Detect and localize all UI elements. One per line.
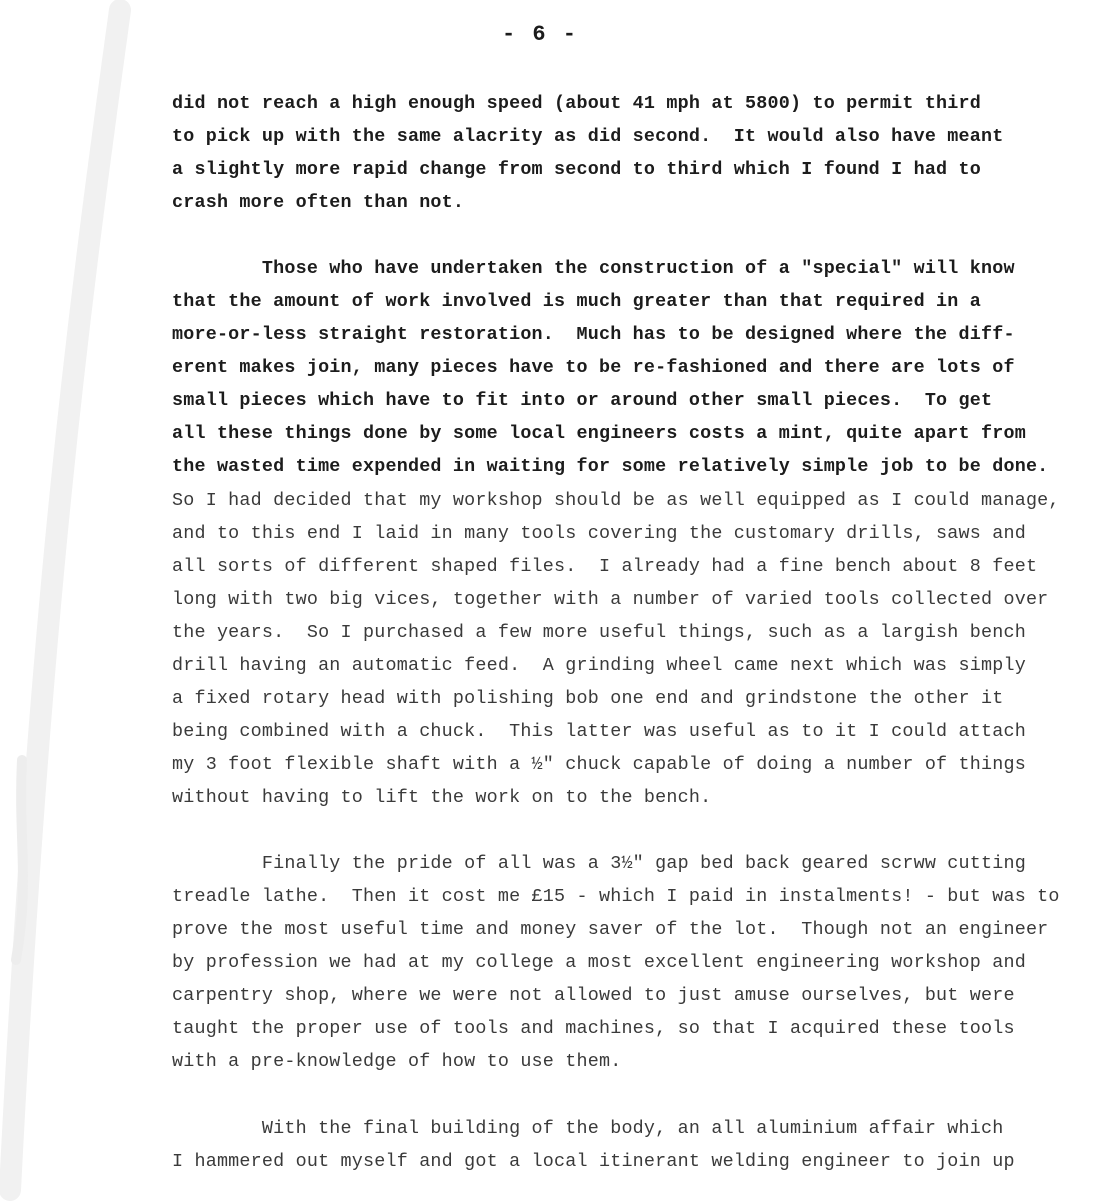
text-line: Finally the pride of all was a 3½" gap bed back geared scrww cutting bbox=[172, 853, 1026, 874]
text-line: being combined with a chuck. This latter was useful as to it I could attach bbox=[172, 721, 1026, 742]
text-line: treadle lathe. Then it cost me £15 - which I paid in instalments! - but was to bbox=[172, 886, 1060, 907]
text-line: and to this end I laid in many tools covering the customary drills, saws and bbox=[172, 523, 1026, 544]
text-line: the years. So I purchased a few more useful things, such as a largish bench bbox=[172, 622, 1026, 643]
text-line: my 3 foot flexible shaft with a ½" chuck capable of doing a number of things bbox=[172, 754, 1026, 775]
text-line: With the final building of the body, an all aluminium affair which bbox=[172, 1118, 1004, 1139]
text-line: with a pre-knowledge of how to use them. bbox=[172, 1051, 622, 1072]
page-number: - 6 - bbox=[501, 22, 578, 47]
text-line: a fixed rotary head with polishing bob one end and grindstone the other it bbox=[172, 688, 1004, 709]
text-line: did not reach a high enough speed (about 41 mph at 5800) to permit third bbox=[172, 93, 982, 114]
text-line: I hammered out myself and got a local itinerant welding engineer to join up bbox=[172, 1151, 1015, 1172]
text-line: drill having an automatic feed. A grinding wheel came next which was simply bbox=[172, 655, 1026, 676]
text-line: small pieces which have to fit into or around other small pieces. To get bbox=[172, 390, 993, 411]
text-line: a slightly more rapid change from second to third which I found I had to bbox=[172, 159, 982, 180]
text-line: without having to lift the work on to the bench. bbox=[172, 787, 712, 808]
text-line: So I had decided that my workshop should be as well equipped as I could manage, bbox=[172, 490, 1060, 511]
text-line: taught the proper use of tools and machines, so that I acquired these tools bbox=[172, 1018, 1015, 1039]
text-line: crash more often than not. bbox=[172, 192, 465, 213]
text-line: carpentry shop, where we were not allowed to just amuse ourselves, but were bbox=[172, 985, 1015, 1006]
text-line: long with two big vices, together with a number of varied tools collected over bbox=[172, 589, 1049, 610]
text-line: all these things done by some local engineers costs a mint, quite apart from bbox=[172, 423, 1026, 444]
text-line: that the amount of work involved is much greater than that required in a bbox=[172, 291, 982, 312]
text-line: more-or-less straight restoration. Much has to be designed where the diff- bbox=[172, 324, 1015, 345]
scan-streak bbox=[0, 0, 160, 1201]
text-line: Those who have undertaken the construction of a "special" will know bbox=[172, 258, 1015, 279]
text-line: all sorts of different shaped files. I already had a fine bench about 8 feet bbox=[172, 556, 1038, 577]
text-line: the wasted time expended in waiting for some relatively simple job to be done. bbox=[172, 456, 1049, 477]
text-line: prove the most useful time and money saver of the lot. Though not an engineer bbox=[172, 919, 1049, 940]
text-line: to pick up with the same alacrity as did second. It would also have meant bbox=[172, 126, 1004, 147]
text-line: erent makes join, many pieces have to be re-fashioned and there are lots of bbox=[172, 357, 1015, 378]
text-line: by profession we had at my college a most excellent engineering workshop and bbox=[172, 952, 1026, 973]
